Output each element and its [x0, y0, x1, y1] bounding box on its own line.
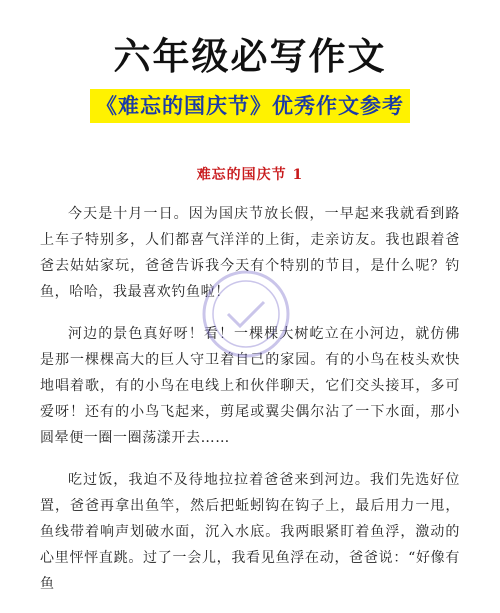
paragraph-3: 吃过饭，我迫不及待地拉拉着爸爸来到河边。我们先选好位置，爸爸再拿出鱼竿，然后把蚯蚓钩在钩子上，最后用力一甩，鱼线带着响声划破水面，沉入水底。我两眼紧盯着鱼浮，激动的心里怦怦直跳。过了一会儿，我看见鱼浮在动，爸爸说：“好像有鱼 [40, 472, 460, 592]
paragraph-2: 河边的景色真好呀！看！一棵棵大树屹立在小河边，就仿佛是那一棵棵高大的巨人守卫着自己的家园。有的小鸟在枝头欢快地唱着歌，有的小鸟在电线上和伙伴聊天，它们交头接耳，多可爱呀！还有的小鸟飞起来，剪尾或翼尖偶尔沾了一下水面，那小圆晕便一圈一圈荡漾开去…… [40, 326, 460, 446]
subtitle-banner [0, 89, 500, 123]
page-title: 六年级必写作文 [113, 34, 387, 78]
subtitle: 《难忘的国庆节》优秀作文参考 [90, 89, 410, 123]
essay-title: 难忘的国庆节 1 [196, 167, 304, 183]
essay-body [40, 201, 460, 613]
paragraph-1: 今天是十月一日。因为国庆节放长假，一早起来我就看到路上车子特别多，人们都喜气洋洋的上街，走亲访友。我也跟着爸爸去姑姑家玩，爸爸告诉我今天有个特别的节目，是什么呢？钓鱼，哈哈，我最喜欢钓鱼啦！ [40, 206, 460, 300]
